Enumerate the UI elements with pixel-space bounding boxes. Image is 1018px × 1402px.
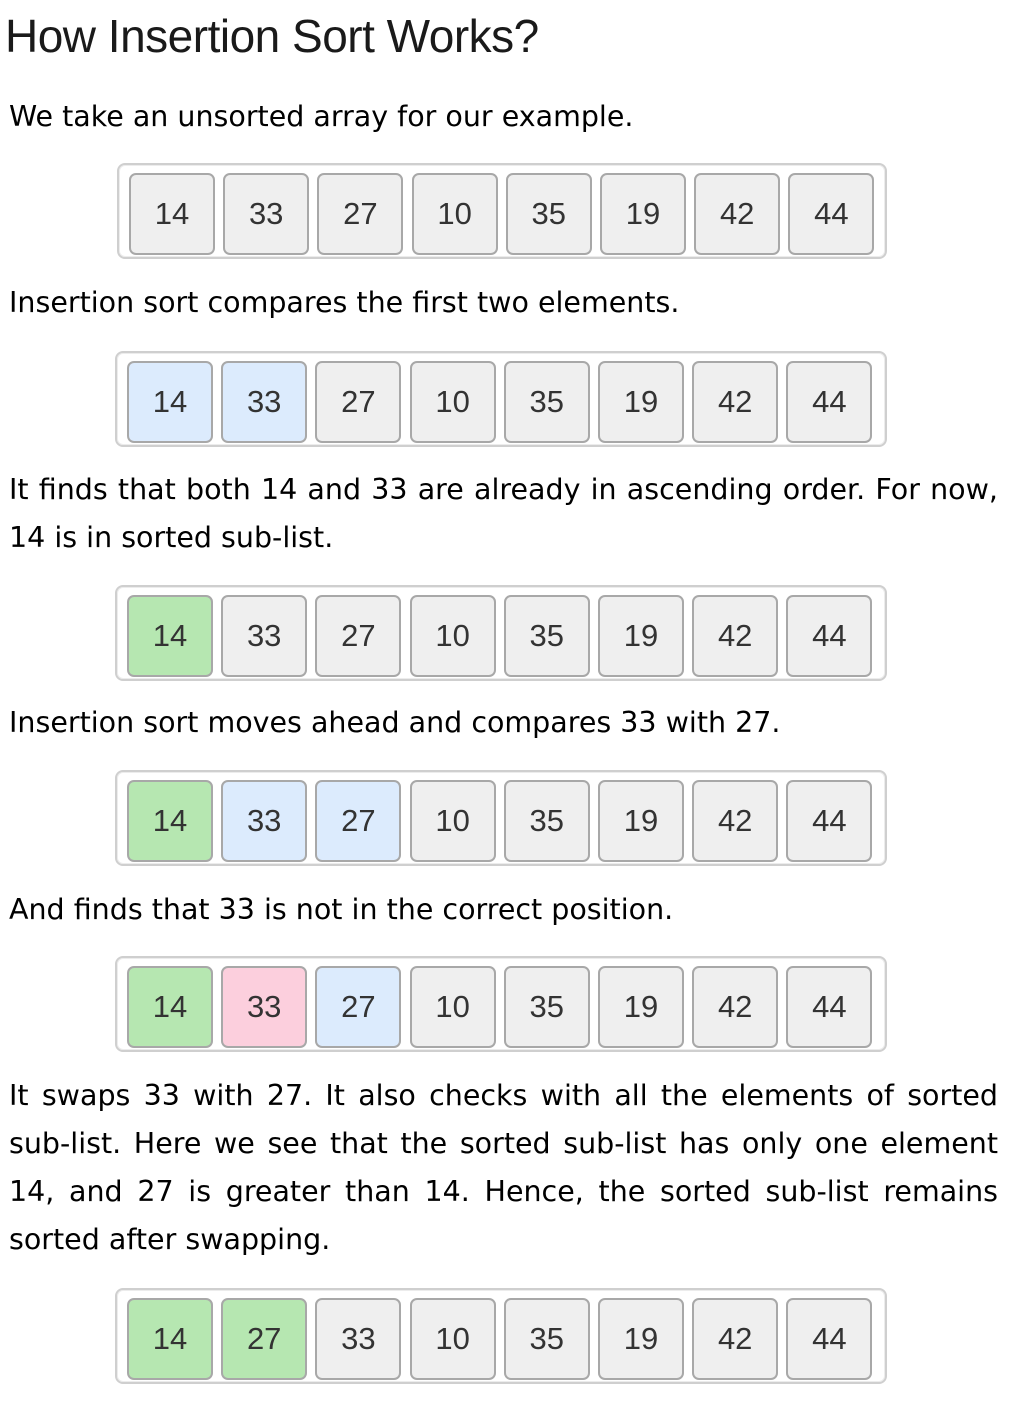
- step-5-array: [115, 956, 887, 1052]
- array-cell: 44: [786, 595, 872, 677]
- step-3-text: It finds that both 14 and 33 are already in ascending order. For now, 14 is in sorted sub-list.: [9, 473, 998, 554]
- array-cell: 27: [315, 780, 401, 862]
- array-cell: 44: [786, 361, 872, 443]
- array-cell: 42: [692, 361, 778, 443]
- array-cell: 10: [410, 595, 496, 677]
- step-2-array: [115, 351, 887, 447]
- array-cell: 33: [315, 1298, 401, 1380]
- array-cell: 19: [598, 966, 684, 1048]
- array-cell: 35: [504, 1298, 590, 1380]
- array-cell: 14: [127, 1298, 213, 1380]
- array-cell: 44: [788, 173, 874, 255]
- array-cell: 10: [410, 1298, 496, 1380]
- step-2-text: Insertion sort compares the first two elements.: [9, 286, 680, 319]
- step-1-array: [117, 163, 887, 259]
- array-cell: 35: [504, 966, 590, 1048]
- step-3-array: [115, 585, 887, 681]
- array-cell: 42: [692, 966, 778, 1048]
- array-cell: 42: [692, 1298, 778, 1380]
- array-cell: 27: [315, 595, 401, 677]
- step-6-array: [115, 1288, 887, 1384]
- array-cell: 42: [692, 595, 778, 677]
- step-6-text: It swaps 33 with 27. It also checks with all the elements of sorted sub-list. Here we see that the sorted sub-list has only one element 14, and 27 is greater than 14. Hence, the sorted sub-list remains sorted after swapping.: [9, 1079, 998, 1256]
- array-cell: 10: [410, 361, 496, 443]
- page-title: How Insertion Sort Works?: [5, 10, 539, 62]
- array-cell: 27: [221, 1298, 307, 1380]
- array-cell: 19: [598, 361, 684, 443]
- array-cell: 35: [504, 595, 590, 677]
- array-cell: 27: [315, 361, 401, 443]
- step-5-text: And finds that 33 is not in the correct position.: [9, 893, 674, 926]
- array-cell: 14: [127, 780, 213, 862]
- array-cell: 14: [129, 173, 215, 255]
- array-cell: 27: [317, 173, 403, 255]
- array-cell: 33: [221, 780, 307, 862]
- array-cell: 14: [127, 361, 213, 443]
- array-cell: 10: [410, 966, 496, 1048]
- array-cell: 35: [506, 173, 592, 255]
- array-cell: 44: [786, 966, 872, 1048]
- step-1-text: We take an unsorted array for our example.: [9, 100, 634, 133]
- array-cell: 14: [127, 966, 213, 1048]
- array-cell: 33: [223, 173, 309, 255]
- array-cell: 33: [221, 966, 307, 1048]
- array-cell: 42: [692, 780, 778, 862]
- array-cell: 33: [221, 595, 307, 677]
- array-cell: 35: [504, 780, 590, 862]
- array-cell: 19: [598, 780, 684, 862]
- array-cell: 14: [127, 595, 213, 677]
- step-4-array: [115, 770, 887, 866]
- array-cell: 19: [598, 1298, 684, 1380]
- array-cell: 10: [410, 780, 496, 862]
- array-cell: 19: [600, 173, 686, 255]
- array-cell: 44: [786, 1298, 872, 1380]
- array-cell: 19: [598, 595, 684, 677]
- array-cell: 33: [221, 361, 307, 443]
- array-cell: 35: [504, 361, 590, 443]
- array-cell: 42: [694, 173, 780, 255]
- array-cell: 10: [412, 173, 498, 255]
- array-cell: 44: [786, 780, 872, 862]
- step-4-text: Insertion sort moves ahead and compares 33 with 27.: [9, 706, 781, 739]
- array-cell: 27: [315, 966, 401, 1048]
